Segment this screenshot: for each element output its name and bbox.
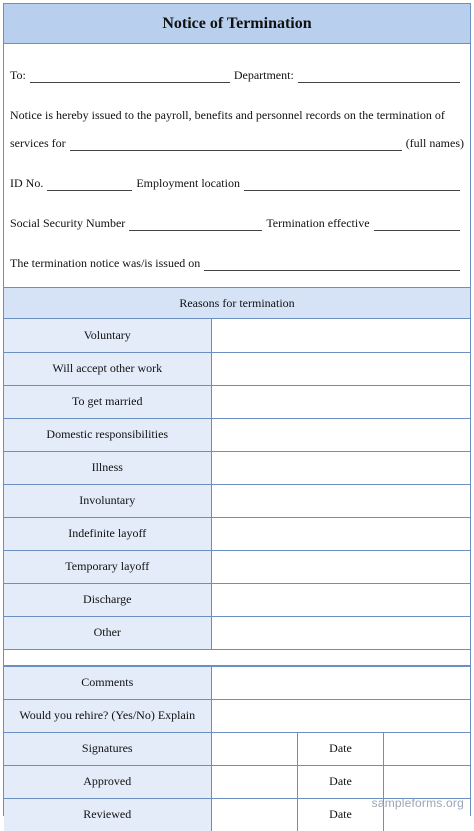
rehire-label: Would you rehire? (Yes/No) Explain bbox=[4, 699, 211, 732]
reason-field[interactable] bbox=[211, 517, 470, 550]
department-label: Department: bbox=[234, 68, 294, 83]
reason-field[interactable] bbox=[211, 550, 470, 583]
reason-label: Other bbox=[4, 616, 211, 649]
reason-row bbox=[4, 550, 470, 583]
signatures-date-label: Date bbox=[297, 732, 383, 765]
reason-field[interactable] bbox=[211, 616, 470, 649]
reason-label: Involuntary bbox=[4, 484, 211, 517]
termination-effective-field[interactable] bbox=[374, 219, 460, 231]
reason-row bbox=[4, 418, 470, 451]
reason-label: Voluntary bbox=[4, 319, 211, 352]
signatures-label: Signatures bbox=[4, 732, 211, 765]
id-field[interactable] bbox=[47, 179, 132, 191]
reason-row bbox=[4, 484, 470, 517]
comments-row bbox=[4, 666, 470, 699]
comments-field[interactable] bbox=[211, 666, 470, 699]
approved-label: Approved bbox=[4, 765, 211, 798]
header-fields bbox=[4, 44, 470, 288]
reasons-table bbox=[4, 319, 470, 650]
employment-location-label: Employment location bbox=[136, 176, 240, 191]
notice-issued-label: The termination notice was/is issued on bbox=[10, 256, 200, 271]
signatures-row bbox=[4, 732, 470, 765]
reason-row bbox=[4, 583, 470, 616]
approved-row bbox=[4, 765, 470, 798]
reason-row bbox=[4, 385, 470, 418]
signatures-date-field[interactable] bbox=[384, 732, 470, 765]
reason-label: Indefinite layoff bbox=[4, 517, 211, 550]
reason-label: Domestic responsibilities bbox=[4, 418, 211, 451]
signatures-field[interactable] bbox=[211, 732, 297, 765]
form-title: Notice of Termination bbox=[4, 4, 470, 44]
services-for-label: services for bbox=[10, 136, 66, 151]
ssn-effective-row bbox=[10, 216, 464, 231]
reason-row bbox=[4, 352, 470, 385]
ssn-label: Social Security Number bbox=[10, 216, 125, 231]
approved-field[interactable] bbox=[211, 765, 297, 798]
reason-label: Illness bbox=[4, 451, 211, 484]
reason-field[interactable] bbox=[211, 319, 470, 352]
site-watermark: sampleforms.org bbox=[372, 796, 464, 810]
reason-field[interactable] bbox=[211, 451, 470, 484]
notice-text-row bbox=[10, 108, 464, 123]
reason-field[interactable] bbox=[211, 352, 470, 385]
comments-label: Comments bbox=[4, 666, 211, 699]
reason-field[interactable] bbox=[211, 418, 470, 451]
approved-date-field[interactable] bbox=[384, 765, 470, 798]
reason-row bbox=[4, 616, 470, 649]
reason-label: Discharge bbox=[4, 583, 211, 616]
termination-effective-label: Termination effective bbox=[266, 216, 369, 231]
full-names-field[interactable] bbox=[70, 139, 402, 151]
notice-issued-field[interactable] bbox=[204, 259, 460, 271]
reason-field[interactable] bbox=[211, 385, 470, 418]
ssn-field[interactable] bbox=[129, 219, 262, 231]
notice-issued-row bbox=[10, 256, 464, 271]
employment-location-field[interactable] bbox=[244, 179, 460, 191]
to-department-row bbox=[10, 68, 464, 83]
section-gap bbox=[4, 650, 470, 666]
reason-field[interactable] bbox=[211, 583, 470, 616]
reason-label: To get married bbox=[4, 385, 211, 418]
reason-row bbox=[4, 319, 470, 352]
reasons-heading: Reasons for termination bbox=[4, 288, 470, 319]
to-field[interactable] bbox=[30, 71, 230, 83]
reviewed-date-label: Date bbox=[297, 798, 383, 831]
approved-date-label: Date bbox=[297, 765, 383, 798]
reason-label: Will accept other work bbox=[4, 352, 211, 385]
reason-field[interactable] bbox=[211, 484, 470, 517]
department-field[interactable] bbox=[298, 71, 460, 83]
notice-text: Notice is hereby issued to the payroll, benefits and personnel records on the termination of bbox=[10, 108, 445, 123]
id-label: ID No. bbox=[10, 176, 43, 191]
reason-row bbox=[4, 517, 470, 550]
to-label: To: bbox=[10, 68, 26, 83]
full-names-label: (full names) bbox=[406, 136, 464, 151]
reviewed-field[interactable] bbox=[211, 798, 297, 831]
termination-form bbox=[3, 3, 471, 816]
reason-row bbox=[4, 451, 470, 484]
reviewed-label: Reviewed bbox=[4, 798, 211, 831]
rehire-row bbox=[4, 699, 470, 732]
id-location-row bbox=[10, 176, 464, 191]
services-for-row bbox=[10, 136, 464, 151]
rehire-field[interactable] bbox=[211, 699, 470, 732]
reason-label: Temporary layoff bbox=[4, 550, 211, 583]
